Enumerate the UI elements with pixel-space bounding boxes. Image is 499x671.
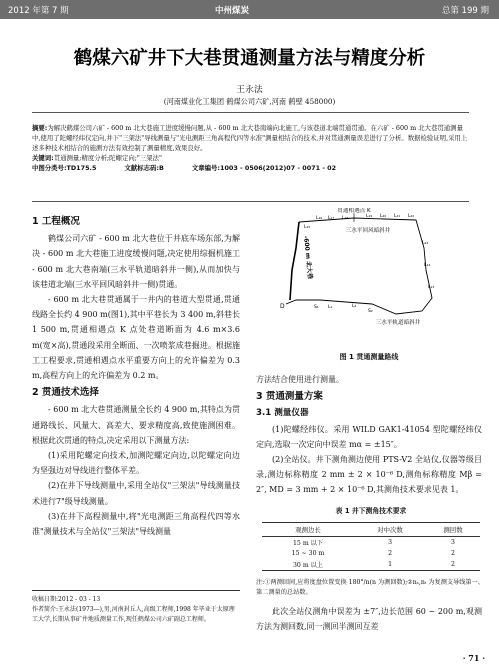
section-heading-3: 3 贯通测量方案: [256, 391, 323, 403]
total-issue-label: 总第 199 期: [441, 6, 489, 16]
station-label: L₂₁: [394, 214, 401, 219]
journal-name: 中州煤炭: [215, 6, 250, 16]
station-label: L₂₃: [422, 241, 429, 246]
table-cell: 1: [354, 559, 426, 571]
footnote: [32, 590, 240, 625]
affiliation: (河南煤业化工集团 鹤煤公司六矿,河南 鹤壁 458000): [163, 97, 336, 106]
abstract-box: [32, 112, 469, 202]
angle-requirements-table: [262, 522, 480, 571]
station-label: L₁₄: [424, 263, 431, 268]
station-label: L₂₀: [380, 214, 387, 219]
paragraph: - 600 m 北大巷贯通测量全长约 4 900 m,其特点为贯通路线长、风量大、高差大、要求精度高,致使施测困难。根据此次贯通的特点,决定采用以下测量方法:: [32, 405, 240, 445]
subsection-heading-3-1: 3.1 测量仪器: [256, 408, 309, 419]
table-row: [262, 548, 480, 559]
doc-code: 文献标志码:B: [124, 164, 164, 172]
right-column-continued: [256, 604, 482, 634]
paragraph: (3)在井下高程测量中,将"光电测距三角高程代四等水准"测量技术与全站仪"三架法"导线测量: [32, 511, 240, 537]
north-end-label: 三水平回风暗斜井: [345, 228, 391, 234]
article-number: 文章编号:1003 - 0506(2012)07 - 0071 - 02: [191, 164, 337, 172]
abstract: [32, 123, 469, 153]
station-label: L₁₈: [342, 216, 349, 221]
table-cell: 30 m 以上: [262, 559, 354, 571]
table-row: [262, 537, 480, 549]
table-row: [262, 559, 480, 571]
table-cell: 3: [451, 539, 455, 546]
station-label: L₁₉: [366, 214, 373, 219]
station-label: S₁: [314, 305, 319, 310]
classification-line: [32, 163, 469, 173]
d-label: D: [280, 303, 285, 310]
paragraph: (2)全站仪。井下测角测边使用 PTS-V2 全站仪,仪器等级目录,测边标称精度 2 mm ± 2 × 10⁻⁶ D,测角标称精度 Mβ = 2″, MD = 3 mm + 2 × 10⁻⁶ D,其测角技术要求见表 1。: [256, 455, 482, 495]
author-bio: 作者简介:王永法(1973—),男,河南封丘人,高级工程师,1998 年毕业于太原理工大学,长期从事矿井地质测量工作,现任鹤煤公司六矿副总工程师。: [32, 606, 235, 623]
paragraph: 方法结合使用进行测量。: [256, 375, 344, 384]
station-label: L₁: [328, 305, 333, 310]
table-header-cell: 对中次数: [354, 523, 426, 537]
south-end-label: 三水平轨道暗斜井: [375, 320, 421, 326]
table-cell: 2: [451, 550, 455, 557]
page-number: · 71 ·: [462, 653, 485, 663]
table-header-cell: 测回数: [426, 523, 480, 537]
table-note: 注:①两测回间,应将度盘位置变换 180°/n(n 为测回数);②nₛ,nₜ 为复测支导线第一、第二测量的总站数。: [256, 579, 484, 596]
section-heading-2: 2 贯通技术选择: [32, 387, 99, 399]
main-road-line: [290, 222, 299, 300]
station-label: L₁₆: [316, 216, 323, 221]
table-cell: 15 ~ 30 m: [291, 550, 325, 557]
station-label: L₁₇: [328, 216, 335, 221]
section-heading-1: 1 工程概况: [32, 216, 80, 227]
station-label: S₂: [368, 309, 373, 314]
clc-number: 中图分类号:TD175.5: [32, 164, 97, 172]
keywords: [32, 153, 469, 163]
author: 王永法: [236, 85, 263, 95]
paragraph: 此次全站仪测角中误差为 ±7″,边长范围 60 ~ 200 m,观测方法为测回数,同一测回半测回互差: [256, 607, 482, 632]
abstract-label: 摘要:: [32, 124, 48, 132]
issue-label: 2012 年第 7 期: [8, 6, 69, 16]
station-label: L₂: [352, 304, 357, 309]
table-cell: 2: [426, 559, 480, 571]
table-caption: 表 1 井下测角技术要求: [335, 507, 407, 515]
keywords-text: 贯通测量;精度分析;陀螺定向;"三架法": [53, 154, 162, 162]
table-header-cell: 观测边长: [262, 523, 354, 537]
abstract-text: 为解决鹤煤公司六矿 - 600 m 北大巷施工进度缓慢问题,从 - 600 m 北大巷南端向北施工,与该巷道北端贯通贯通。在六矿 - 600 m 北大巷贯通测量中,使用了陀螺经纬仪定向,井下"三架法"导线测量与"光电测距三角高程代四等水准"测量相结合的技术,并对贯通测量误差进行了分析。数据检验证明,采用上述多种技术相结合的施测方法有效控制了测量精度,效果良好。: [32, 124, 468, 152]
main-road-label: -600 m 北大巷: [302, 235, 314, 280]
left-column: [32, 212, 240, 539]
keywords-label: 关键词:: [32, 154, 54, 162]
paragraph: - 600 m 北大巷贯通属于一井内的巷道大型贯通,贯通线路全长约 4 900 m(图1),其中平巷长为 3 400 m,斜巷长 1 500 m,贯通相遇点 K 点处巷道断面为 4.6 m×3.6 m(宽×高),贯通段采用全断面、一次喷浆成巷掘进。根据施工工程要求,贯通相遇点水平重要方向上的允许偏差为 0.3 m,高程方向上的允许偏差为 0.2 m。: [32, 295, 240, 381]
received-date: 收稿日期:2012 - 03 - 13: [32, 596, 101, 603]
table-cell: 15 m 以下: [293, 540, 324, 547]
station-label: L₂₂: [408, 214, 415, 219]
table-cell: 2: [388, 550, 392, 557]
k-label: 贯通相遇点 K: [337, 208, 371, 214]
survey-route-figure: [256, 208, 482, 348]
figure-caption: 图 1 贯通测量路线: [339, 353, 399, 361]
station-label: L₁₅: [304, 225, 311, 230]
station-label: L₁₃: [428, 285, 435, 290]
paragraph: 鹤煤公司六矿 - 600 m 北大巷位于井底车场东部,为解决 - 600 m 北大巷施工进度缓慢问题,决定使用综掘机施工 - 600 m 北大巷南端(三水平轨道暗斜井一侧),从而加快与该巷道北端(三水平回风暗斜井一侧)贯通。: [32, 234, 240, 289]
paragraph: (2)在井下导线测量中,采用全站仪"三架法"导线测量技术进行7"级导线测量。: [32, 481, 240, 506]
right-column: [256, 372, 482, 498]
paragraph: (1)陀螺经纬仪。采用 WILD GAK1-41054 型陀螺经纬仪定向,选取一次定向中误差 mα = ±15″。: [256, 424, 482, 449]
table-cell: 3: [388, 539, 392, 546]
paragraph: (1)采用陀螺定向技术,加测陀螺定向边,以陀螺定向边为坚强边对导线进行整体平差。: [32, 451, 240, 476]
article-title: 鹤煤六矿井下大巷贯通测量方法与精度分析: [73, 48, 426, 69]
running-header: [0, 0, 499, 19]
